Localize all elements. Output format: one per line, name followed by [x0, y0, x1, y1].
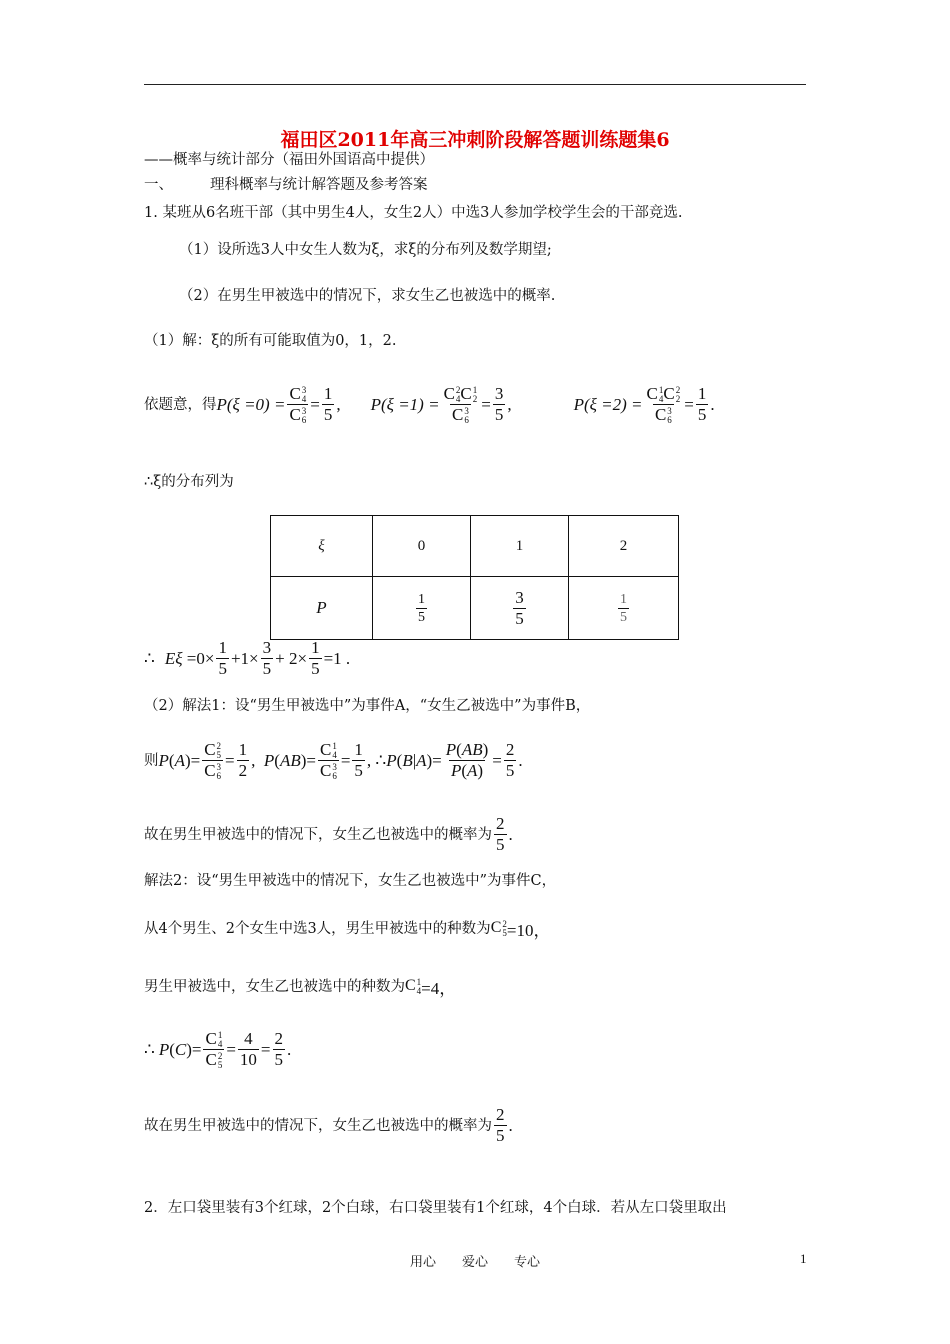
subtitle: ——概率与统计部分（福田外国语高中提供） — [144, 152, 434, 168]
expectation-line: ∴ Eξ =0× $\frac{1}{5}$ +1× $\frac{3}{5}$ + 2× $\frac{1}{5}$ =1 . — [144, 638, 351, 678]
q1-sub1: （1）设所选3人中女生人数为ξ，求ξ的分布列及数学期望; — [179, 242, 552, 258]
page-number: 1 — [800, 1251, 807, 1266]
m2-line1-text: 从4个男生、2个女生中选3人，男生甲被选中的种数为 — [144, 920, 491, 937]
table-header-xi: ξ — [271, 516, 373, 577]
p1-formula: P(ξ =1) = — [370, 394, 440, 414]
p1-value: $\frac{3}{5}$ — [494, 384, 504, 425]
p0-frac: C 3 4 C 3 6 — [289, 384, 307, 426]
p0-formula: P(ξ =0) = — [216, 394, 286, 414]
method2-line1: 从4个男生、2个女生中选3人，男生甲被选中的种数为 C 2 5 =10， — [144, 916, 550, 941]
p2-frac: C 1 4 C 2 2 C 3 6 — [646, 384, 681, 426]
conclusion-1: 故在男生甲被选中的情况下，女生乙也被选中的概率为 $\frac{2}{5}$ . — [144, 814, 513, 854]
m2-line2-text: 男生甲被选中，女生乙也被选中的种数为 — [144, 978, 405, 995]
q1-solution-intro: （1）解：ξ的所有可能取值为0，1，2. — [144, 333, 397, 349]
probability-formulas: 依题意，得 P(ξ =0) = C 3 4 C 3 6 = $\frac{1}{5}$ , P(ξ =1) = C 2 4 C 1 2 C 3 6 = $\frac{3}{5}$ , P(ξ =2) = C 1 4 C 2 2 C 3 6 = $\frac{1}{5}$ . — [144, 384, 715, 426]
q1-stem: 1. 某班从6名班干部（其中男生4人，女生2人）中选3人参加学校学生会的干部竞选. — [144, 205, 683, 221]
table-row-label: P — [271, 577, 373, 640]
table-header-1: 1 — [471, 516, 569, 577]
section-title: 理科概率与统计解答题及参考答案 — [210, 177, 428, 193]
method2-result: ∴ P ( C )= C 1 4 C 2 5 = $\frac{4}{10}$ = $\frac{2}{5}$ . — [144, 1029, 292, 1071]
table-header-0: 0 — [373, 516, 471, 577]
section-number: 一、 — [144, 177, 173, 193]
m2-line2-value: =4， — [421, 979, 457, 998]
method1-intro: （2）解法1：设“男生甲被选中”为事件A，“女生乙被选中”为事件B， — [144, 698, 591, 714]
distribution-lead: ∴ξ的分布列为 — [144, 474, 234, 490]
table-cell-p0: $\frac{1}{5}$ — [373, 577, 471, 640]
method2-intro: 解法2：设“男生甲被选中的情况下，女生乙也被选中”为事件C， — [144, 873, 557, 889]
p0-value: $\frac{1}{5}$ — [323, 384, 333, 425]
page-footer: 用心 爱心 专心 — [409, 1255, 540, 1270]
p1-frac: C 2 4 C 1 2 C 3 6 — [443, 384, 478, 426]
table-header-2: 2 — [569, 516, 679, 577]
page-title: 福田区2011年高三冲刺阶段解答题训练题集6 — [280, 129, 670, 151]
method2-line2: 男生甲被选中，女生乙也被选中的种数为 C 1 4 =4， — [144, 974, 456, 999]
conclusion-1-text: 故在男生甲被选中的情况下，女生乙也被选中的概率为 — [144, 826, 492, 843]
q1-sub2: （2）在男生甲被选中的情况下，求女生乙也被选中的概率. — [179, 288, 556, 304]
table-cell-p2: $\frac{1}{5}$ — [569, 577, 679, 640]
then-lead: 则 — [144, 752, 159, 769]
p2-value: $\frac{1}{5}$ — [697, 384, 707, 425]
q2-stem: 2．左口袋里装有3个红球，2个白球，右口袋里装有1个红球，4个白球．若从左口袋里取出 — [144, 1200, 727, 1216]
distribution-table — [270, 515, 679, 640]
table-cell-p1: $\frac{3}{5}$ — [471, 577, 569, 640]
prob-lead: 依题意，得 — [144, 396, 217, 413]
top-rule — [144, 84, 806, 85]
m2-line1-value: =10， — [506, 921, 551, 940]
conclusion-2-text: 故在男生甲被选中的情况下，女生乙也被选中的概率为 — [144, 1117, 492, 1134]
conclusion-2: 故在男生甲被选中的情况下，女生乙也被选中的概率为 $\frac{2}{5}$ . — [144, 1105, 513, 1145]
p2-formula: P(ξ =2) = — [573, 394, 643, 414]
conditional-prob-line: 则 P ( A )= C 2 5 C 3 6 = $\frac{1}{2}$ , P ( AB )= C 1 4 C 3 6 = $\frac{1}{5}$ , ∴ P ( B | A )= $\frac{P(AB)}{P(A)}$ = $\frac{2}{5}$ . — [144, 740, 523, 782]
